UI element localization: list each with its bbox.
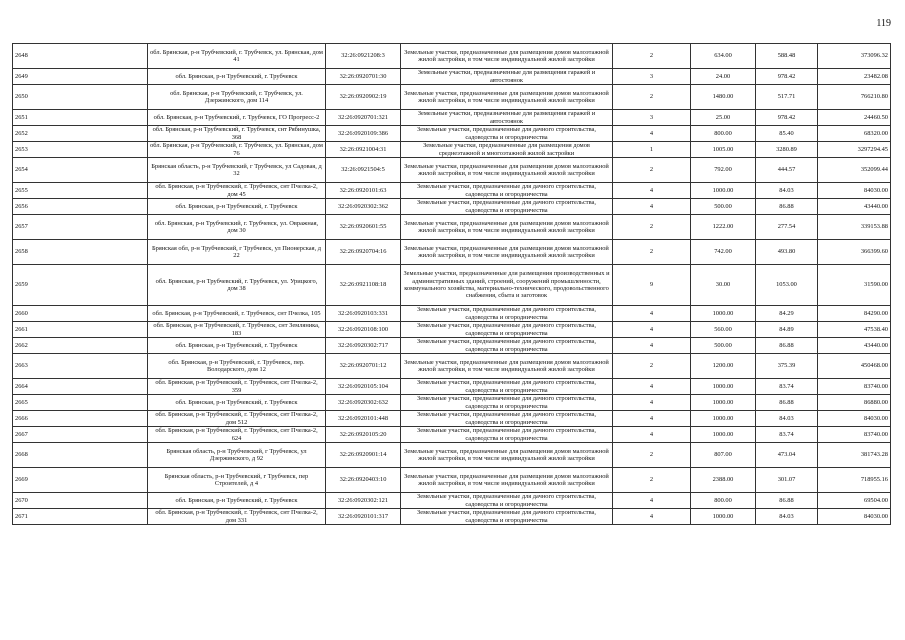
address-cell: обл. Брянская, р-н Трубчевский, г. Трубчевск, снт Земляника, 183	[148, 322, 326, 338]
address-cell: Брянская область, р-н Трубчевский, г Трубчевск, ул Садовая, д 32	[148, 158, 326, 183]
cadastral-value-cell: 84030.00	[818, 183, 891, 199]
page-number: 119	[876, 18, 891, 29]
address-cell: обл. Брянская, р-н Трубчевский, г. Трубчевск, снт Пчелка-2, дом 512	[148, 411, 326, 427]
area-cell: 1200.00	[691, 354, 756, 379]
specific-value-cell: 978.42	[756, 110, 818, 126]
land-use-cell: Земельные участки, предназначенные для размещения гаражей и автостоянок	[401, 110, 613, 126]
specific-value-cell: 3280.89	[756, 142, 818, 158]
cadastral-number-cell: 32:26:0921504:5	[326, 158, 401, 183]
cadastral-number-cell: 32:26:0920103:331	[326, 306, 401, 322]
cadastral-value-cell: 352099.44	[818, 158, 891, 183]
table-row	[13, 265, 891, 306]
table-row	[13, 427, 891, 443]
cadastral-number-cell: 32:26:0920302:362	[326, 199, 401, 215]
area-cell: 792.00	[691, 158, 756, 183]
group-cell: 4	[613, 338, 691, 354]
area-cell: 1000.00	[691, 395, 756, 411]
table-row	[13, 110, 891, 126]
specific-value-cell: 1053.00	[756, 265, 818, 306]
specific-value-cell: 84.03	[756, 411, 818, 427]
row-number: 2654	[13, 158, 148, 183]
group-cell: 4	[613, 183, 691, 199]
land-use-cell: Земельные участки, предназначенные для дачного строительства, садоводства и огородничества	[401, 183, 613, 199]
land-use-cell: Земельные участки, предназначенные для дачного строительства, садоводства и огородничества	[401, 199, 613, 215]
row-number: 2663	[13, 354, 148, 379]
specific-value-cell: 84.03	[756, 509, 818, 525]
table-row	[13, 158, 891, 183]
area-cell: 1005.00	[691, 142, 756, 158]
land-use-cell: Земельные участки, предназначенные для размещения домов малоэтажной жилой застройки, в том числе индивидуальной жилой застройки	[401, 354, 613, 379]
address-cell: обл. Брянская, р-н Трубчевский, г. Трубчевск, снт Пчелка-2, 359	[148, 379, 326, 395]
row-number: 2656	[13, 199, 148, 215]
group-cell: 4	[613, 379, 691, 395]
cadastral-number-cell: 32:26:0920105:20	[326, 427, 401, 443]
table-row	[13, 69, 891, 85]
address-cell: обл. Брянская, р-н Трубчевский, г. Трубчевск, снт Пчелка-2, 624	[148, 427, 326, 443]
row-number: 2649	[13, 69, 148, 85]
cadastral-value-cell: 83740.00	[818, 427, 891, 443]
area-cell: 800.00	[691, 493, 756, 509]
table-row	[13, 443, 891, 468]
cadastral-number-cell: 32:26:0920101:317	[326, 509, 401, 525]
address-cell: обл. Брянская, р-н Трубчевский, г. Трубчевск, ул. Урицкого, дом 38	[148, 265, 326, 306]
land-use-cell: Земельные участки, предназначенные для размещения домов среднеэтажной и многоэтажной жилой застройки	[401, 142, 613, 158]
land-use-cell: Земельные участки, предназначенные для размещения гаражей и автостоянок	[401, 69, 613, 85]
group-cell: 2	[613, 443, 691, 468]
cadastral-number-cell: 32:26:0920101:63	[326, 183, 401, 199]
group-cell: 4	[613, 411, 691, 427]
address-cell: обл. Брянская, р-н Трубчевский, г. Трубчевск, ул. Дзержинского, дом 114	[148, 85, 326, 110]
cadastral-number-cell: 32:26:0920302:632	[326, 395, 401, 411]
land-use-cell: Земельные участки, предназначенные для размещения домов малоэтажной жилой застройки, в том числе индивидуальной жилой застройки	[401, 443, 613, 468]
area-cell: 1000.00	[691, 509, 756, 525]
cadastral-value-cell: 84290.00	[818, 306, 891, 322]
table-row	[13, 199, 891, 215]
address-cell: обл. Брянская, р-н Трубчевский, г. Трубчевск, снт Пчелка-2, дом 331	[148, 509, 326, 525]
specific-value-cell: 493.80	[756, 240, 818, 265]
group-cell: 2	[613, 44, 691, 69]
cadastral-number-cell: 32:26:0920901:14	[326, 443, 401, 468]
group-cell: 4	[613, 493, 691, 509]
table-row	[13, 493, 891, 509]
area-cell: 800.00	[691, 126, 756, 142]
specific-value-cell: 444.57	[756, 158, 818, 183]
cadastral-value-cell: 24460.50	[818, 110, 891, 126]
table-row	[13, 509, 891, 525]
specific-value-cell: 473.04	[756, 443, 818, 468]
address-cell: Брянская обл, р-н Трубчевский, г Трубчевск, ул Пионерская, д 22	[148, 240, 326, 265]
cadastral-value-cell: 339153.88	[818, 215, 891, 240]
row-number: 2664	[13, 379, 148, 395]
land-use-cell: Земельные участки, предназначенные для размещения домов малоэтажной жилой застройки, в том числе индивидуальной жилой застройки	[401, 44, 613, 69]
row-number: 2671	[13, 509, 148, 525]
address-cell: обл. Брянская, р-н Трубчевский, г. Трубчевск, ул. Брянская, дом 41	[148, 44, 326, 69]
group-cell: 4	[613, 306, 691, 322]
land-use-cell: Земельные участки, предназначенные для дачного строительства, садоводства и огородничества	[401, 322, 613, 338]
group-cell: 4	[613, 322, 691, 338]
specific-value-cell: 85.40	[756, 126, 818, 142]
row-number: 2661	[13, 322, 148, 338]
specific-value-cell: 83.74	[756, 427, 818, 443]
cadastral-value-cell: 86880.00	[818, 395, 891, 411]
address-cell: обл. Брянская, р-н Трубчевский, г. Трубчевск	[148, 493, 326, 509]
cadastral-value-cell: 84030.00	[818, 509, 891, 525]
table-row	[13, 322, 891, 338]
row-number: 2662	[13, 338, 148, 354]
area-cell: 1000.00	[691, 379, 756, 395]
land-use-cell: Земельные участки, предназначенные для дачного строительства, садоводства и огородничества	[401, 306, 613, 322]
area-cell: 24.00	[691, 69, 756, 85]
table-row	[13, 379, 891, 395]
land-use-cell: Земельные участки, предназначенные для размещения домов малоэтажной жилой застройки, в том числе индивидуальной жилой застройки	[401, 215, 613, 240]
cadastral-number-cell: 32:26:0921108:18	[326, 265, 401, 306]
table-row	[13, 411, 891, 427]
cadastral-value-cell: 43440.00	[818, 199, 891, 215]
cadastral-number-cell: 32:26:0920701:321	[326, 110, 401, 126]
area-cell: 500.00	[691, 199, 756, 215]
cadastral-value-cell: 381743.28	[818, 443, 891, 468]
group-cell: 2	[613, 240, 691, 265]
cadastral-value-cell: 23482.08	[818, 69, 891, 85]
cadastral-number-cell: 32:26:0920108:100	[326, 322, 401, 338]
cadastral-number-cell: 32:26:0920302:121	[326, 493, 401, 509]
land-use-cell: Земельные участки, предназначенные для дачного строительства, садоводства и огородничества	[401, 379, 613, 395]
row-number: 2658	[13, 240, 148, 265]
cadastral-value-table	[12, 43, 891, 525]
cadastral-number-cell: 32:26:0920109:386	[326, 126, 401, 142]
address-cell: обл. Брянская, р-н Трубчевский, г. Трубчевск, пер. Володарского, дом 12	[148, 354, 326, 379]
address-cell: обл. Брянская, р-н Трубчевский, г. Трубчевск, снт Пчелка, 105	[148, 306, 326, 322]
cadastral-number-cell: 32:26:0921004:31	[326, 142, 401, 158]
table-row	[13, 183, 891, 199]
address-cell: обл. Брянская, р-н Трубчевский, г. Трубчевск, ул. Овражная, дом 30	[148, 215, 326, 240]
address-cell: обл. Брянская, р-н Трубчевский, г. Трубчевск, снт Рябинушка, 368	[148, 126, 326, 142]
cadastral-value-cell: 84030.00	[818, 411, 891, 427]
specific-value-cell: 84.29	[756, 306, 818, 322]
specific-value-cell: 277.54	[756, 215, 818, 240]
group-cell: 4	[613, 395, 691, 411]
specific-value-cell: 86.88	[756, 199, 818, 215]
area-cell: 807.00	[691, 443, 756, 468]
cadastral-value-cell: 31590.00	[818, 265, 891, 306]
group-cell: 4	[613, 199, 691, 215]
cadastral-value-cell: 366399.60	[818, 240, 891, 265]
land-use-cell: Земельные участки, предназначенные для дачного строительства, садоводства и огородничества	[401, 338, 613, 354]
address-cell: обл. Брянская, р-н Трубчевский, г. Трубчевск	[148, 338, 326, 354]
row-number: 2668	[13, 443, 148, 468]
area-cell: 30.00	[691, 265, 756, 306]
table-row	[13, 44, 891, 69]
address-cell: Брянская область, р-н Трубчевский, г Трубчевск, ул Дзержинского, д 92	[148, 443, 326, 468]
group-cell: 4	[613, 509, 691, 525]
table-row	[13, 126, 891, 142]
area-cell: 742.00	[691, 240, 756, 265]
land-use-cell: Земельные участки, предназначенные для дачного строительства, садоводства и огородничества	[401, 126, 613, 142]
land-use-cell: Земельные участки, предназначенные для дачного строительства, садоводства и огородничества	[401, 427, 613, 443]
area-cell: 634.00	[691, 44, 756, 69]
row-number: 2659	[13, 265, 148, 306]
group-cell: 4	[613, 427, 691, 443]
area-cell: 500.00	[691, 338, 756, 354]
cadastral-value-cell: 766210.80	[818, 85, 891, 110]
cadastral-number-cell: 32:26:0920701:12	[326, 354, 401, 379]
group-cell: 2	[613, 468, 691, 493]
table-body	[13, 44, 891, 525]
group-cell: 3	[613, 69, 691, 85]
table-row	[13, 468, 891, 493]
cadastral-value-cell: 83740.00	[818, 379, 891, 395]
land-use-cell: Земельные участки, предназначенные для дачного строительства, садоводства и огородничества	[401, 509, 613, 525]
group-cell: 2	[613, 85, 691, 110]
specific-value-cell: 86.88	[756, 395, 818, 411]
address-cell: обл. Брянская, р-н Трубчевский, г. Трубчевск	[148, 69, 326, 85]
row-number: 2670	[13, 493, 148, 509]
cadastral-number-cell: 32:26:0920601:55	[326, 215, 401, 240]
address-cell: обл. Брянская, р-н Трубчевский, г. Трубчевск, ул. Брянская, дом 76	[148, 142, 326, 158]
cadastral-value-cell: 373096.32	[818, 44, 891, 69]
cadastral-number-cell: 32:26:0920403:10	[326, 468, 401, 493]
row-number: 2648	[13, 44, 148, 69]
specific-value-cell: 86.88	[756, 493, 818, 509]
row-number: 2665	[13, 395, 148, 411]
cadastral-value-cell: 68320.00	[818, 126, 891, 142]
row-number: 2657	[13, 215, 148, 240]
area-cell: 1480.00	[691, 85, 756, 110]
specific-value-cell: 301.07	[756, 468, 818, 493]
cadastral-number-cell: 32:26:0920105:104	[326, 379, 401, 395]
land-use-cell: Земельные участки, предназначенные для размещения производственных и административных зданий, строений, сооружений промышленности, коммунального хозяйства, материально-технического, продовольственного снабжения, сбыта и заготовок	[401, 265, 613, 306]
land-use-cell: Земельные участки, предназначенные для размещения домов малоэтажной жилой застройки, в том числе индивидуальной жилой застройки	[401, 158, 613, 183]
cadastral-number-cell: 32:26:0920902:19	[326, 85, 401, 110]
row-number: 2650	[13, 85, 148, 110]
area-cell: 1000.00	[691, 306, 756, 322]
row-number: 2653	[13, 142, 148, 158]
cadastral-number-cell: 32:26:0920701:30	[326, 69, 401, 85]
address-cell: обл. Брянская, р-н Трубчевский, г. Трубчевск	[148, 199, 326, 215]
land-use-cell: Земельные участки, предназначенные для дачного строительства, садоводства и огородничества	[401, 411, 613, 427]
table-row	[13, 338, 891, 354]
group-cell: 2	[613, 215, 691, 240]
land-use-cell: Земельные участки, предназначенные для размещения домов малоэтажной жилой застройки, в том числе индивидуальной жилой застройки	[401, 85, 613, 110]
address-cell: Брянская область, р-н Трубчевский, г Трубчевск, пер Строителей, д 4	[148, 468, 326, 493]
land-use-cell: Земельные участки, предназначенные для дачного строительства, садоводства и огородничества	[401, 493, 613, 509]
land-use-cell: Земельные участки, предназначенные для дачного строительства, садоводства и огородничества	[401, 395, 613, 411]
table-row	[13, 306, 891, 322]
cadastral-value-cell: 47538.40	[818, 322, 891, 338]
land-use-cell: Земельные участки, предназначенные для размещения домов малоэтажной жилой застройки, в том числе индивидуальной жилой застройки	[401, 240, 613, 265]
cadastral-value-cell: 718955.16	[818, 468, 891, 493]
address-cell: обл. Брянская, р-н Трубчевский, г. Трубчевск, ГО Прогресс-2	[148, 110, 326, 126]
table-row	[13, 215, 891, 240]
row-number: 2666	[13, 411, 148, 427]
specific-value-cell: 84.03	[756, 183, 818, 199]
row-number: 2667	[13, 427, 148, 443]
area-cell: 25.00	[691, 110, 756, 126]
area-cell: 1000.00	[691, 411, 756, 427]
table-row	[13, 395, 891, 411]
row-number: 2655	[13, 183, 148, 199]
cadastral-value-cell: 43440.00	[818, 338, 891, 354]
address-cell: обл. Брянская, р-н Трубчевский, г. Трубчевск	[148, 395, 326, 411]
specific-value-cell: 83.74	[756, 379, 818, 395]
address-cell: обл. Брянская, р-н Трубчевский, г. Трубчевск, снт Пчелка-2, дом 45	[148, 183, 326, 199]
specific-value-cell: 375.39	[756, 354, 818, 379]
area-cell: 560.00	[691, 322, 756, 338]
group-cell: 4	[613, 126, 691, 142]
specific-value-cell: 84.89	[756, 322, 818, 338]
cadastral-number-cell: 32:26:0920302:717	[326, 338, 401, 354]
row-number: 2652	[13, 126, 148, 142]
group-cell: 1	[613, 142, 691, 158]
cadastral-value-cell: 450468.00	[818, 354, 891, 379]
area-cell: 1222.00	[691, 215, 756, 240]
area-cell: 1000.00	[691, 427, 756, 443]
table-row	[13, 240, 891, 265]
group-cell: 2	[613, 158, 691, 183]
cadastral-value-cell: 3297294.45	[818, 142, 891, 158]
specific-value-cell: 588.48	[756, 44, 818, 69]
table-row	[13, 142, 891, 158]
area-cell: 2388.00	[691, 468, 756, 493]
group-cell: 9	[613, 265, 691, 306]
group-cell: 2	[613, 354, 691, 379]
table-row	[13, 354, 891, 379]
land-use-cell: Земельные участки, предназначенные для размещения домов малоэтажной жилой застройки, в том числе индивидуальной жилой застройки	[401, 468, 613, 493]
specific-value-cell: 978.42	[756, 69, 818, 85]
specific-value-cell: 86.88	[756, 338, 818, 354]
row-number: 2660	[13, 306, 148, 322]
cadastral-number-cell: 32:26:0921208:3	[326, 44, 401, 69]
area-cell: 1000.00	[691, 183, 756, 199]
row-number: 2669	[13, 468, 148, 493]
table-row	[13, 85, 891, 110]
cadastral-number-cell: 32:26:0920101:448	[326, 411, 401, 427]
row-number: 2651	[13, 110, 148, 126]
specific-value-cell: 517.71	[756, 85, 818, 110]
cadastral-value-cell: 69504.00	[818, 493, 891, 509]
cadastral-number-cell: 32:26:0920704:16	[326, 240, 401, 265]
group-cell: 3	[613, 110, 691, 126]
